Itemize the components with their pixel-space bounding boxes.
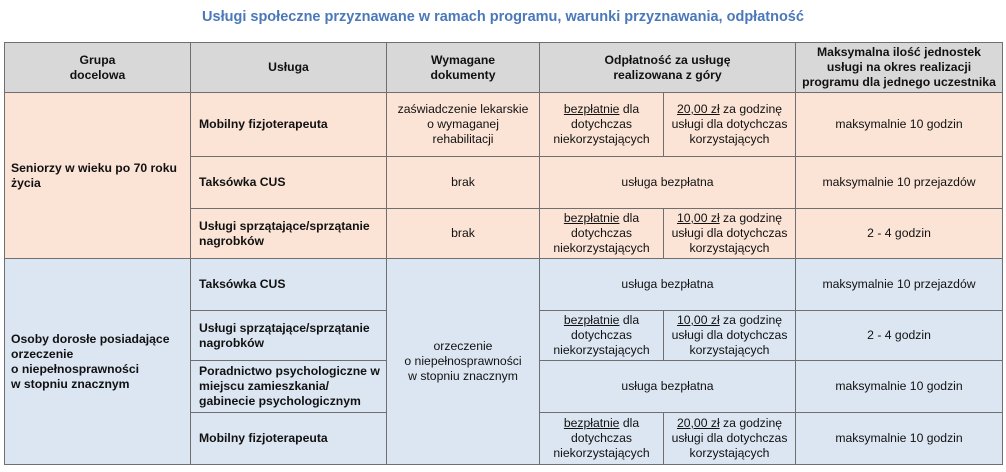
free-label: bezpłatnie — [563, 313, 620, 327]
max-units-cell: 2 - 4 godzin — [796, 209, 1003, 259]
price-label: 10,00 zł — [676, 211, 720, 225]
group-seniors: Seniorzy w wieku po 70 roku życia — [5, 93, 191, 259]
max-units-cell: maksymalnie 10 przejazdów — [796, 259, 1003, 311]
max-units-cell: maksymalnie 10 przejazdów — [796, 157, 1003, 209]
header-payment: Odpłatność za usługę realizowana z góry — [540, 43, 796, 93]
payment-cell: usługa bezpłatna — [540, 157, 796, 209]
price-label: 20,00 zł — [676, 102, 720, 116]
free-text: dla dotychczas niekorzystających — [553, 313, 650, 357]
max-units-cell: 2 - 4 godzin — [796, 311, 1003, 361]
documents-cell: brak — [387, 209, 540, 259]
payment-free-cell — [540, 93, 664, 157]
max-units-cell: maksymalnie 10 godzin — [796, 361, 1003, 413]
service-name: Taksówka CUS — [191, 157, 387, 209]
table-row — [5, 93, 1003, 157]
free-text: dla dotychczas niekorzystających — [553, 102, 650, 146]
header-group: Grupa docelowa — [5, 43, 191, 93]
payment-paid-cell — [664, 413, 796, 465]
service-name: Usługi sprzątające/sprzątanie nagrobków — [191, 311, 387, 361]
payment-paid-cell — [664, 93, 796, 157]
documents-cell: zaświadczenie lekarskie o wymaganej rehabilitacji — [387, 93, 540, 157]
documents-cell: brak — [387, 157, 540, 209]
service-name: Taksówka CUS — [191, 259, 387, 311]
header-documents: Wymagane dokumenty — [387, 43, 540, 93]
free-label: bezpłatnie — [563, 211, 620, 225]
group-disabled-adults: Osoby dorosłe posiadające orzeczenie o niepełnosprawności w stopniu znacznym — [5, 259, 191, 465]
documents-cell: orzeczenie o niepełnosprawności w stopniu znacznym — [387, 259, 540, 465]
payment-cell: usługa bezpłatna — [540, 259, 796, 311]
price-text: za godzinę usługi dla dotychczas korzystających — [671, 313, 788, 357]
service-name: Usługi sprzątające/sprzątanie nagrobków — [191, 209, 387, 259]
payment-free-cell — [540, 209, 664, 259]
payment-free-cell — [540, 413, 664, 465]
services-table — [4, 42, 1003, 465]
free-text: dla dotychczas niekorzystających — [553, 211, 650, 255]
free-label: bezpłatnie — [563, 102, 620, 116]
max-units-cell: maksymalnie 10 godzin — [796, 93, 1003, 157]
document-title: Usługi społeczne przyznawane w ramach programu, warunki przyznawania, odpłatność — [202, 9, 804, 25]
header-service: Usługa — [191, 43, 387, 93]
header-max-units: Maksymalna ilość jednostek usługi na okres realizacji programu dla jednego uczestnika — [796, 43, 1003, 93]
payment-cell: usługa bezpłatna — [540, 361, 796, 413]
free-text: dla dotychczas niekorzystających — [553, 416, 650, 460]
price-label: 20,00 zł — [676, 416, 720, 430]
table-row — [5, 259, 1003, 311]
payment-free-cell — [540, 311, 664, 361]
max-units-cell: maksymalnie 10 godzin — [796, 413, 1003, 465]
free-label: bezpłatnie — [563, 416, 620, 430]
payment-paid-cell — [664, 209, 796, 259]
price-label: 10,00 zł — [676, 313, 720, 327]
price-text: za godzinę usługi dla dotychczas korzystających — [671, 102, 788, 146]
service-name: Mobilny fizjoterapeuta — [191, 93, 387, 157]
table-header-row — [5, 43, 1003, 93]
service-name: Poradnictwo psychologiczne w miejscu zamieszkania/ gabinecie psychologicznym — [191, 361, 387, 413]
payment-paid-cell — [664, 311, 796, 361]
price-text: za godzinę usługi dla dotychczas korzystających — [671, 416, 788, 460]
price-text: za godzinę usługi dla dotychczas korzystających — [671, 211, 788, 255]
service-name: Mobilny fizjoterapeuta — [191, 413, 387, 465]
